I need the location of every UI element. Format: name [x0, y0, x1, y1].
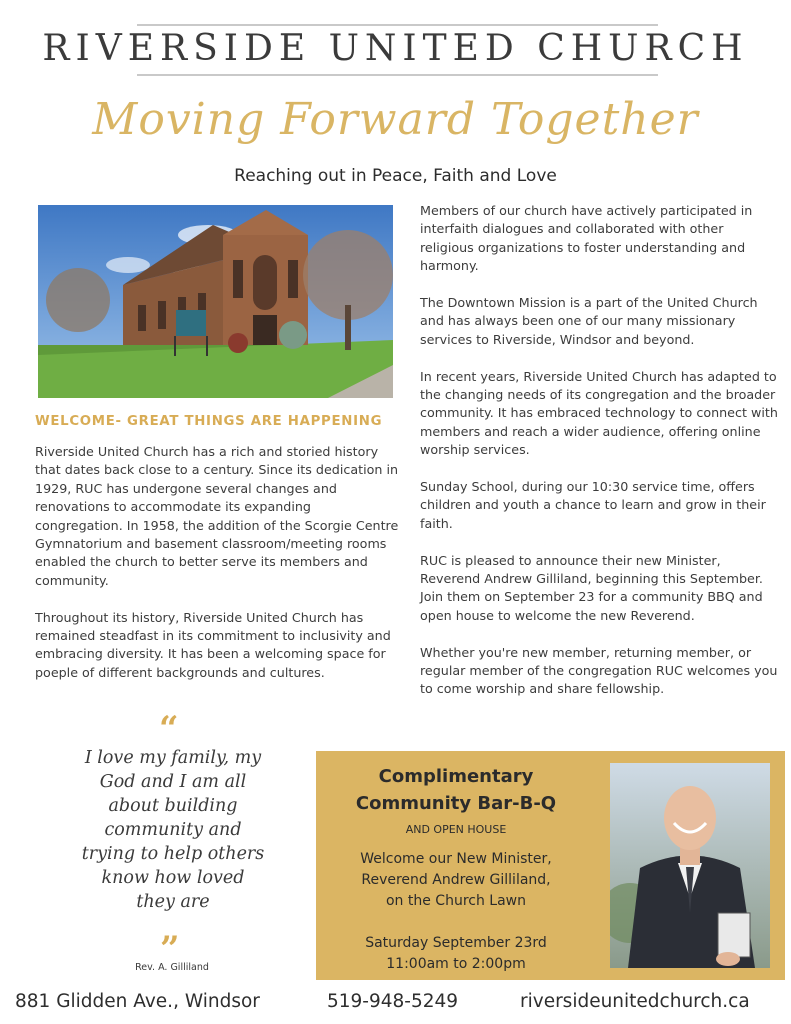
right-paragraph: Members of our church have actively participated in interfaith dialogues and collaborated with other religious organizations to foster understanding and harmony. [420, 203, 753, 274]
minister-quote: I love my family, my God and I am all about building community and trying to help others know how loved they are [81, 748, 265, 912]
masthead-top-rule [137, 24, 658, 26]
right-paragraph: RUC is pleased to announce their new Minister, Reverend Andrew Gilliland, beginning this September. Join them on September 23 for a community BBQ and open house to welcome the new Reverend. [420, 552, 763, 623]
tagline: Reaching out in Peace, Faith and Love [234, 166, 557, 186]
quote-author: Rev. A. Gilliland [135, 962, 209, 973]
welcome-paragraph: Riverside United Church has a rich and storied history that dates back close to a century. Since its dedication in 1929, RUC has undergone several changes and renovations to accommodate its expanding congregation. In 1958, the addition of the Scorgie Centre Gymnatorium and basement classroom/meeting rooms enabled the church to better serve its members and community. [35, 444, 399, 588]
welcome-paragraph: Throughout its history, Riverside United Church has remained steadfast in its commitment to inclusivity and embracing diversity. It has been a welcoming space for poeple of different backgrounds and cultures. [35, 609, 391, 680]
right-paragraph: In recent years, Riverside United Church has adapted to the changing needs of its congregation and the broader community. It has embraced technology to connect with members and reach a wider audience, offering online worship services. [420, 368, 778, 458]
welcome-heading: WELCOME- GREAT THINGS ARE HAPPENING [35, 414, 383, 429]
open-quote-icon: “ [159, 709, 179, 749]
event-datetime [316, 933, 596, 975]
welcome-body [35, 443, 400, 701]
event-welcome-line: Reverend Andrew Gilliland, [361, 872, 551, 888]
minister-portrait [610, 763, 770, 968]
event-title [316, 763, 596, 817]
masthead-bottom-rule [137, 74, 658, 76]
right-paragraph: Sunday School, during our 10:30 service time, offers children and youth a chance to learn and grow in their faith. [420, 479, 766, 531]
right-paragraph: Whether you're new member, returning member, or regular member of the congregation RUC welcomes you to come worship and share fellowship. [420, 644, 778, 697]
footer-address: 881 Glidden Ave., Windsor [15, 991, 260, 1012]
event-time: 11:00am to 2:00pm [386, 956, 526, 972]
event-welcome-line: Welcome our New Minister, [360, 851, 552, 867]
headline: Moving Forward Together [92, 94, 699, 145]
right-paragraph: The Downtown Mission is a part of the United Church and has always been one of our many missionary services to Riverside, Windsor and beyond. [420, 295, 758, 347]
event-welcome [316, 849, 596, 912]
right-column-body [420, 202, 780, 717]
church-name: RIVERSIDE UNITED CHURCH [42, 28, 749, 69]
church-photo [38, 205, 393, 398]
event-title-line: Community Bar-B-Q [355, 793, 557, 814]
event-subtitle: AND OPEN HOUSE [405, 823, 507, 836]
event-welcome-line: on the Church Lawn [385, 893, 526, 909]
footer-phone: 519-948-5249 [327, 991, 459, 1012]
footer-website[interactable]: riversideunitedchurch.ca [520, 991, 750, 1012]
event-title-line: Complimentary [378, 766, 534, 787]
close-quote-icon: ” [160, 929, 180, 969]
event-date: Saturday September 23rd [365, 935, 547, 951]
